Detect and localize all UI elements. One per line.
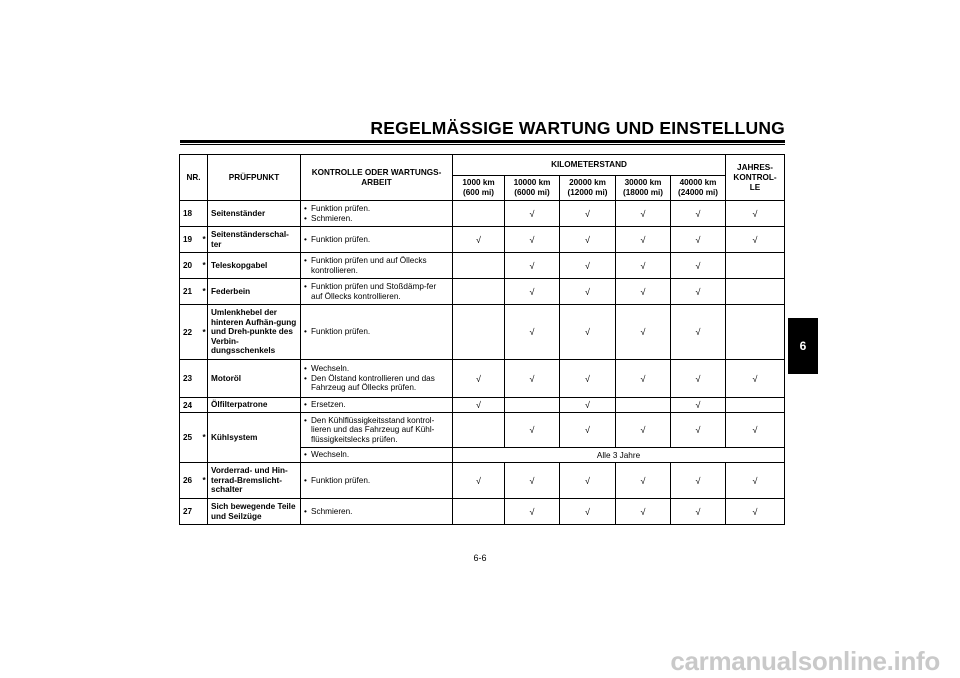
header-km-value: 40000 km <box>679 178 717 187</box>
title-rule <box>180 140 785 143</box>
row-work <box>301 463 453 499</box>
header-mi-value: (600 mi) <box>463 188 494 197</box>
check-mark: √ <box>560 227 616 253</box>
header-mi-value: (6000 mi) <box>514 188 550 197</box>
empty-cell <box>453 305 505 360</box>
check-mark: √ <box>671 398 726 413</box>
check-mark: √ <box>726 413 785 448</box>
empty-cell <box>726 279 785 305</box>
table-row <box>180 360 785 398</box>
watermark: carmanualsonline.info <box>670 646 940 676</box>
check-mark: √ <box>671 253 726 279</box>
check-mark: √ <box>560 463 616 499</box>
check-mark: √ <box>453 398 505 413</box>
empty-cell <box>453 413 505 448</box>
work-line: • Wechseln. <box>304 450 449 460</box>
work-line: • Funktion prüfen und auf Öllecks kontrollieren. <box>304 256 449 275</box>
header-annual: JAHRES-KONTROL-LE <box>726 155 785 201</box>
empty-cell <box>453 201 505 227</box>
row-number: 27 <box>180 499 200 525</box>
row-work <box>301 398 453 413</box>
check-mark: √ <box>560 253 616 279</box>
row-marker: * <box>200 253 208 279</box>
header-work: KONTROLLE ODER WARTUNGS-ARBEIT <box>301 155 453 201</box>
row-marker: * <box>200 279 208 305</box>
check-mark: √ <box>726 360 785 398</box>
row-item: Vorderrad- und Hin-terrad-Bremslicht-schalter <box>208 463 301 499</box>
work-line: • Den Ölstand kontrollieren und das Fahrzeug auf Öllecks prüfen. <box>304 374 449 393</box>
check-mark: √ <box>560 499 616 525</box>
empty-cell <box>726 398 785 413</box>
row-item: Kühlsystem <box>208 413 301 463</box>
work-line: • Funktion prüfen. <box>304 476 449 486</box>
empty-cell <box>726 253 785 279</box>
header-mi-value: (24000 mi) <box>677 188 719 197</box>
check-mark: √ <box>616 201 671 227</box>
check-mark: √ <box>671 360 726 398</box>
row-work <box>301 305 453 360</box>
row-number: 24 <box>180 398 200 413</box>
check-mark: √ <box>616 253 671 279</box>
row-number: 21 <box>180 279 200 305</box>
check-mark: √ <box>505 227 560 253</box>
row-item: Umlenkhebel der hinteren Aufhän-gung und Dreh-punkte des Verbin-dungsschenkels <box>208 305 301 360</box>
table-row <box>180 227 785 253</box>
header-km-value: 20000 km <box>569 178 606 187</box>
check-mark: √ <box>671 499 726 525</box>
check-mark: √ <box>616 279 671 305</box>
row-marker: * <box>200 463 208 499</box>
row-work <box>301 227 453 253</box>
row-marker <box>200 201 208 227</box>
work-line: • Den Kühlflüssigkeitsstand kontrol-lieren und das Fahrzeug auf Kühl-flüssigkeitslecks prüfen. <box>304 416 449 445</box>
work-line: • Funktion prüfen. <box>304 327 449 337</box>
check-mark: √ <box>560 305 616 360</box>
table-row <box>180 499 785 525</box>
work-line: • Funktion prüfen. <box>304 204 449 214</box>
maintenance-table <box>179 154 785 525</box>
check-mark: √ <box>671 201 726 227</box>
header-km-value: 1000 km <box>462 178 495 187</box>
header-km-value: 10000 km <box>513 178 551 187</box>
row-work <box>301 279 453 305</box>
empty-cell <box>453 499 505 525</box>
table-row <box>180 413 785 448</box>
check-mark: √ <box>671 227 726 253</box>
row-work <box>301 499 453 525</box>
row-number: 18 <box>180 201 200 227</box>
check-mark: √ <box>726 499 785 525</box>
row-marker <box>200 499 208 525</box>
check-mark: √ <box>505 201 560 227</box>
row-work <box>301 360 453 398</box>
header-km-1 <box>453 176 505 201</box>
check-mark: √ <box>453 463 505 499</box>
check-mark: √ <box>505 305 560 360</box>
check-mark: √ <box>453 227 505 253</box>
row-work <box>301 253 453 279</box>
title-rule-thin <box>180 144 785 145</box>
check-mark: √ <box>560 201 616 227</box>
table-row <box>180 463 785 499</box>
header-km-value: 30000 km <box>624 178 662 187</box>
check-mark: √ <box>560 413 616 448</box>
empty-cell <box>453 253 505 279</box>
check-mark: √ <box>505 413 560 448</box>
work-line: • Funktion prüfen und Stoßdämp-fer auf Öllecks kontrollieren. <box>304 282 449 301</box>
row-work <box>301 448 453 463</box>
check-mark: √ <box>616 360 671 398</box>
work-line: • Funktion prüfen. <box>304 235 449 245</box>
header-km-3 <box>560 176 616 201</box>
row-item: Ölfilterpatrone <box>208 398 301 413</box>
check-mark: √ <box>505 253 560 279</box>
check-mark: √ <box>505 499 560 525</box>
check-mark: √ <box>560 398 616 413</box>
check-mark: √ <box>671 305 726 360</box>
table-row <box>180 305 785 360</box>
table-row <box>180 398 785 413</box>
page-title: REGELMÄSSIGE WARTUNG UND EINSTELLUNG <box>370 118 785 138</box>
table-row <box>180 253 785 279</box>
check-mark: √ <box>726 227 785 253</box>
header-mi-value: (18000 mi) <box>622 188 664 197</box>
check-mark: √ <box>505 360 560 398</box>
row-number: 19 <box>180 227 200 253</box>
row-marker: * <box>200 227 208 253</box>
row-item: Seitenständer <box>208 201 301 227</box>
row-item: Seitenständerschal-ter <box>208 227 301 253</box>
row-marker <box>200 398 208 413</box>
table-row <box>180 201 785 227</box>
check-mark: √ <box>616 499 671 525</box>
check-mark: √ <box>671 279 726 305</box>
header-km-4 <box>616 176 671 201</box>
header-nr: NR. <box>180 155 208 201</box>
header-km-group: KILOMETERSTAND <box>453 155 726 176</box>
header-km-5 <box>671 176 726 201</box>
table-body <box>180 201 785 525</box>
check-mark: √ <box>616 413 671 448</box>
work-line: • Wechseln. <box>304 364 449 374</box>
check-mark: √ <box>560 360 616 398</box>
check-mark: √ <box>671 413 726 448</box>
check-mark: √ <box>726 201 785 227</box>
interval-span: Alle 3 Jahre <box>453 448 785 463</box>
empty-cell <box>726 305 785 360</box>
table-row <box>180 279 785 305</box>
row-marker <box>200 360 208 398</box>
row-item: Teleskopgabel <box>208 253 301 279</box>
empty-cell <box>453 279 505 305</box>
work-line: • Schmieren. <box>304 507 449 517</box>
check-mark: √ <box>505 279 560 305</box>
row-work <box>301 201 453 227</box>
header-item: PRÜFPUNKT <box>208 155 301 201</box>
row-number: 23 <box>180 360 200 398</box>
row-number: 25 <box>180 413 200 463</box>
row-number: 22 <box>180 305 200 360</box>
page-number: 6-6 <box>473 553 487 563</box>
section-tab[interactable]: 6 <box>788 318 818 374</box>
row-item: Sich bewegende Teile und Seilzüge <box>208 499 301 525</box>
empty-cell <box>505 398 560 413</box>
check-mark: √ <box>616 463 671 499</box>
row-item: Motoröl <box>208 360 301 398</box>
work-line: • Ersetzen. <box>304 400 449 410</box>
row-item: Federbein <box>208 279 301 305</box>
row-number: 26 <box>180 463 200 499</box>
check-mark: √ <box>671 463 726 499</box>
header-mi-value: (12000 mi) <box>567 188 608 197</box>
check-mark: √ <box>453 360 505 398</box>
row-marker: * <box>200 413 208 463</box>
table-header <box>180 155 785 201</box>
check-mark: √ <box>560 279 616 305</box>
header-km-2 <box>505 176 560 201</box>
check-mark: √ <box>726 463 785 499</box>
check-mark: √ <box>616 227 671 253</box>
check-mark: √ <box>505 463 560 499</box>
check-mark: √ <box>616 305 671 360</box>
work-line: • Schmieren. <box>304 214 449 224</box>
empty-cell <box>616 398 671 413</box>
row-work <box>301 413 453 448</box>
row-number: 20 <box>180 253 200 279</box>
row-marker: * <box>200 305 208 360</box>
